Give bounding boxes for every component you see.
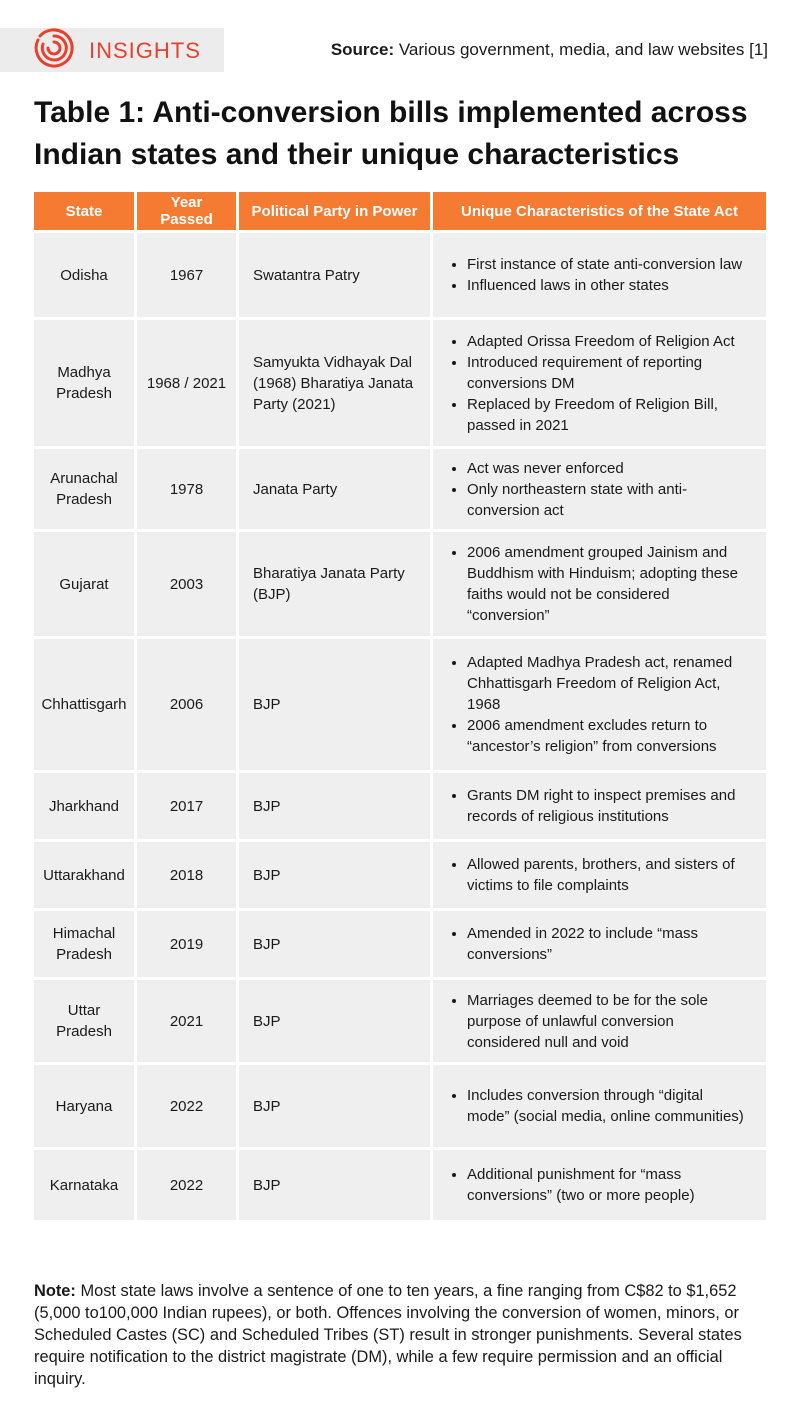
- characteristics-list: [451, 331, 746, 436]
- year-cell: 2003: [137, 532, 239, 636]
- table-row: [34, 773, 766, 839]
- characteristic-item: • Adapted Orissa Freedom of Religion Act: [467, 331, 746, 352]
- characteristics-cell: [433, 980, 766, 1062]
- insights-logo-icon: [32, 26, 76, 70]
- table-row: [34, 233, 766, 317]
- source-label: Source:: [330, 40, 395, 59]
- characteristics-list: [451, 923, 746, 965]
- party-cell: BJP: [239, 842, 433, 908]
- party-cell: BJP: [239, 639, 433, 770]
- characteristics-list: [451, 1085, 746, 1127]
- party-cell: Samyukta Vidhayak Dal (1968) Bharatiya Janata Party (2021): [239, 320, 433, 446]
- characteristic-item: • 2006 amendment grouped Jainism and Buddhism with Hinduism; adopting these faiths would not be considered “conversion”: [467, 542, 746, 626]
- year-cell: 1978: [137, 449, 239, 529]
- year-cell: 2006: [137, 639, 239, 770]
- characteristic-item: • Includes conversion through “digital mode” (social media, online communities): [467, 1085, 746, 1127]
- party-cell: Swatantra Patry: [239, 233, 433, 317]
- state-cell: Madhya Pradesh: [34, 320, 137, 446]
- state-cell: Jharkhand: [34, 773, 137, 839]
- characteristics-list: [451, 1164, 746, 1206]
- characteristic-item: • Only northeastern state with anti-conversion act: [467, 479, 746, 521]
- state-cell: Gujarat: [34, 532, 137, 636]
- characteristics-list: [451, 785, 746, 827]
- table-header-row: [34, 192, 766, 230]
- party-cell: Bharatiya Janata Party (BJP): [239, 532, 433, 636]
- table-body: [34, 233, 766, 1220]
- year-cell: 2017: [137, 773, 239, 839]
- characteristic-item: • Additional punishment for “mass conversions” (two or more people): [467, 1164, 746, 1206]
- state-cell: Haryana: [34, 1065, 137, 1147]
- party-cell: BJP: [239, 911, 433, 977]
- characteristic-item: • Replaced by Freedom of Religion Bill, passed in 2021: [467, 394, 746, 436]
- characteristics-cell: [433, 842, 766, 908]
- characteristics-cell: [433, 449, 766, 529]
- table-row: [34, 1150, 766, 1220]
- characteristic-item: • Grants DM right to inspect premises and records of religious institutions: [467, 785, 746, 827]
- column-header-party: Political Party in Power: [239, 192, 433, 230]
- note-text: Most state laws involve a sentence of one to ten years, a fine ranging from C$82 to $1,652 (5,000 to100,000 Indian rupees), or both. Offences involving the conversion of women, minors, or Scheduled Castes (SC) and Scheduled Tribes (ST) result in stronger punishments. Several states require notification to the district magistrate (DM), while a few require permission and an official inquiry.: [34, 1282, 742, 1388]
- characteristics-cell: [433, 320, 766, 446]
- state-cell: Chhattisgarh: [34, 639, 137, 770]
- year-cell: 1967: [137, 233, 239, 317]
- state-cell: Karnataka: [34, 1150, 137, 1220]
- source-text: Various government, media, and law websites [1]: [398, 40, 768, 59]
- characteristics-cell: [433, 233, 766, 317]
- characteristic-item: • 2006 amendment excludes return to “ancestor’s religion” from conversions: [467, 715, 746, 757]
- characteristic-item: • Amended in 2022 to include “mass conversions”: [467, 923, 746, 965]
- characteristics-cell: [433, 639, 766, 770]
- source-line: [331, 40, 768, 60]
- year-cell: 2021: [137, 980, 239, 1062]
- table-row: [34, 911, 766, 977]
- state-cell: Himachal Pradesh: [34, 911, 137, 977]
- year-cell: 2019: [137, 911, 239, 977]
- footnote: [34, 1280, 774, 1390]
- characteristics-cell: [433, 1065, 766, 1147]
- party-cell: Janata Party: [239, 449, 433, 529]
- table-row: [34, 1065, 766, 1147]
- state-cell: Uttar Pradesh: [34, 980, 137, 1062]
- characteristics-list: [451, 542, 746, 626]
- characteristics-list: [451, 990, 746, 1053]
- brand-name: INSIGHTS: [89, 38, 201, 63]
- table-row: [34, 980, 766, 1062]
- column-header-characteristics: Unique Characteristics of the State Act: [433, 192, 766, 230]
- state-cell: Uttarakhand: [34, 842, 137, 908]
- page-title: Table 1: Anti-conversion bills implemented across Indian states and their unique characteristics: [34, 96, 748, 171]
- characteristic-item: • Adapted Madhya Pradesh act, renamed Chhattisgarh Freedom of Religion Act, 1968: [467, 652, 746, 715]
- characteristic-item: • Influenced laws in other states: [467, 275, 746, 296]
- characteristics-list: [451, 652, 746, 757]
- year-cell: 1968 / 2021: [137, 320, 239, 446]
- year-cell: 2022: [137, 1065, 239, 1147]
- state-cell: Arunachal Pradesh: [34, 449, 137, 529]
- anti-conversion-table: [34, 189, 766, 1223]
- header: [0, 0, 800, 80]
- party-cell: BJP: [239, 1065, 433, 1147]
- table-row: [34, 449, 766, 529]
- year-cell: 2022: [137, 1150, 239, 1220]
- characteristic-item: • Allowed parents, brothers, and sisters of victims to file complaints: [467, 854, 746, 896]
- note-label: Note:: [34, 1282, 76, 1300]
- table-row: [34, 320, 766, 446]
- column-header-year: Year Passed: [137, 192, 239, 230]
- characteristics-list: [451, 458, 746, 521]
- table-row: [34, 842, 766, 908]
- characteristics-cell: [433, 911, 766, 977]
- party-cell: BJP: [239, 773, 433, 839]
- characteristic-item: • Introduced requirement of reporting conversions DM: [467, 352, 746, 394]
- characteristics-cell: [433, 532, 766, 636]
- characteristic-item: • Act was never enforced: [467, 458, 746, 479]
- characteristics-list: [451, 254, 746, 296]
- characteristics-cell: [433, 773, 766, 839]
- party-cell: BJP: [239, 1150, 433, 1220]
- characteristics-cell: [433, 1150, 766, 1220]
- characteristic-item: • First instance of state anti-conversion law: [467, 254, 746, 275]
- state-cell: Odisha: [34, 233, 137, 317]
- characteristic-item: • Marriages deemed to be for the sole purpose of unlawful conversion considered null and void: [467, 990, 746, 1053]
- table-row: [34, 532, 766, 636]
- table-row: [34, 639, 766, 770]
- column-header-state: State: [34, 192, 137, 230]
- party-cell: BJP: [239, 980, 433, 1062]
- year-cell: 2018: [137, 842, 239, 908]
- characteristics-list: [451, 854, 746, 896]
